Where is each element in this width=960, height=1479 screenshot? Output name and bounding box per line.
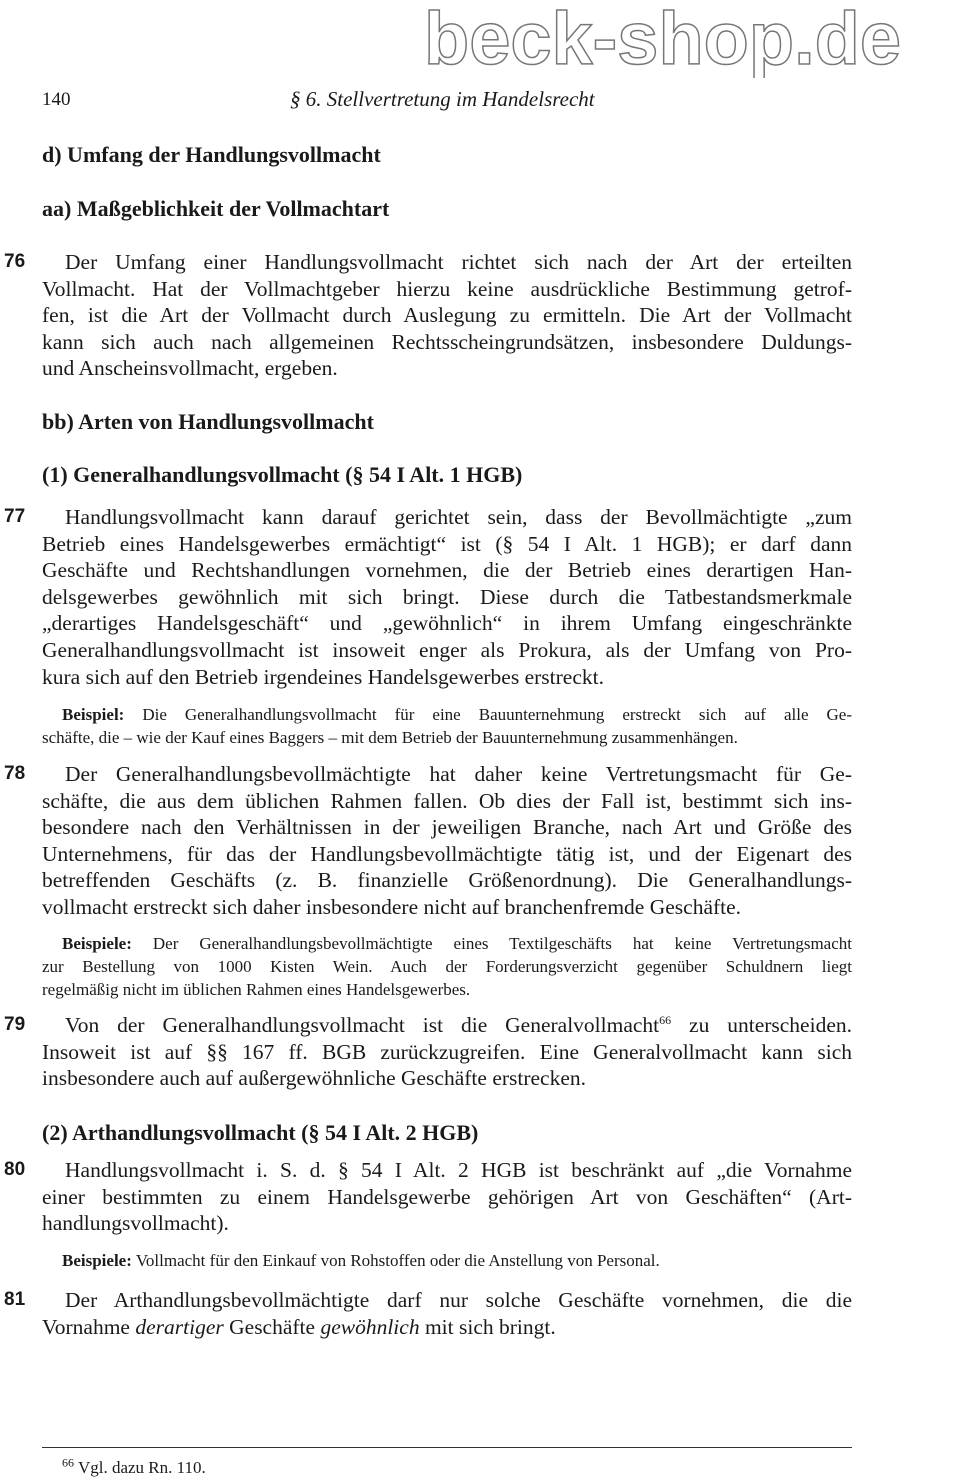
- heading-bb: bb) Arten von Handlungsvollmacht: [42, 409, 374, 434]
- text-line: einer bestimmten zu einem Handelsgewerbe gehörigen Art von Geschäften“ (Art-: [42, 1184, 852, 1209]
- text-line: Betrieb eines Handelsgewerbes ermächtigt“ ist (§ 54 I Alt. 1 HGB); er darf dann: [42, 531, 852, 556]
- margin-number: 79: [4, 1014, 26, 1035]
- footnote: [62, 1457, 206, 1479]
- text-line: [42, 1249, 852, 1272]
- margin-number: 78: [4, 763, 26, 784]
- text-line: besondere nach den Verhältnissen in der jeweiligen Branche, nach Art und Größe des: [42, 815, 852, 840]
- running-title: § 6. Stellvertretung im Handelsrecht: [290, 87, 595, 111]
- text-segment: mit sich bringt.: [419, 1314, 556, 1339]
- heading-arthandlungsvollmacht: (2) Arthandlungsvollmacht (§ 54 I Alt. 2 HGB): [42, 1120, 479, 1145]
- example-78: [42, 932, 852, 1002]
- margin-number: 81: [4, 1289, 26, 1310]
- text-line: [42, 932, 852, 955]
- text-line: Handlungsvollmacht kann darauf gerichtet sein, dass der Bevollmächtigte „zum: [65, 505, 852, 529]
- example-label: Beispiele:: [62, 1251, 132, 1270]
- text-segment: Von der Generalhandlungsvollmacht ist die Generalvollmacht: [65, 1013, 660, 1037]
- text-line: kann sich auch nach allgemeinen Rechtsscheingrundsätzen, insbesondere Duldungs-: [42, 329, 852, 354]
- text-line: handlungsvollmacht).: [42, 1211, 229, 1236]
- heading-generalhandlungsvollmacht: (1) Generalhandlungsvollmacht (§ 54 I Alt. 1 HGB): [42, 462, 523, 487]
- beck-shop-watermark-logo: beck-shop.de: [424, 0, 901, 78]
- margin-number: 77: [4, 506, 26, 527]
- margin-number: 76: [4, 251, 26, 272]
- text-line: [42, 703, 852, 726]
- example-label: Beispiele:: [62, 934, 132, 953]
- example-label: Beispiel:: [62, 705, 125, 724]
- text-line: [42, 1012, 852, 1039]
- example-text: Vollmacht für den Einkauf von Rohstoffen oder die Anstellung von Personal.: [131, 1251, 660, 1270]
- text-line: Generalhandlungsvollmacht ist insoweit enger als Prokura, als der Umfang von Pro-: [42, 637, 852, 662]
- example-77: [42, 703, 852, 749]
- paragraph-78: [42, 761, 852, 921]
- text-line: vollmacht erstreckt sich daher insbesondere nicht auf branchenfremde Geschäfte.: [42, 894, 742, 919]
- text-line: fen, ist die Art der Vollmacht durch Auslegung zu ermitteln. Die Art der Vollmacht: [42, 303, 852, 328]
- text-line: Der Umfang einer Handlungsvollmacht richtet sich nach der Art der erteilten: [65, 250, 852, 274]
- paragraph-76: [42, 249, 852, 382]
- emphasis: derartiger: [135, 1314, 224, 1339]
- text-line: Der Arthandlungsbevollmächtigte darf nur solche Geschäfte vornehmen, die die: [65, 1288, 852, 1312]
- text-segment: Vornahme: [42, 1314, 136, 1339]
- text-line: Geschäfte und Rechtshandlungen vornehmen, die der Betrieb eines derartigen Han-: [42, 558, 852, 583]
- text-line: delsgewerbes gewöhnlich mit sich bringt. Diese durch die Tatbestandsmerkmale: [42, 584, 852, 609]
- text-line: schäfte, die aus dem üblichen Rahmen fallen. Ob dies der Fall ist, bestimmt sich ins-: [42, 788, 852, 813]
- text-line: insbesondere auch auf außergewöhnliche Geschäfte erstrecken.: [42, 1066, 587, 1091]
- text-line: regelmäßig nicht im üblichen Rahmen eines Handelsgewerbes.: [42, 980, 471, 1000]
- text-line: betreffenden Geschäfts (z. B. finanzielle Größenordnung). Die Generalhandlungs-: [42, 868, 852, 893]
- margin-number: 80: [4, 1159, 26, 1180]
- paragraph-79: [42, 1012, 852, 1092]
- example-text: Der Generalhandlungsbevollmächtigte eines Textilgeschäfts hat keine Vertretungsmacht: [131, 934, 852, 953]
- text-line: [42, 1314, 852, 1341]
- heading-aa: aa) Maßgeblichkeit der Vollmachtart: [42, 196, 390, 221]
- footnote-number: 66: [62, 1455, 74, 1470]
- paragraph-77: [42, 504, 852, 690]
- emphasis: gewöhnlich: [320, 1314, 420, 1339]
- paragraph-80: [42, 1157, 852, 1237]
- text-line: und Anscheinsvollmacht, ergeben.: [42, 356, 338, 381]
- example-text: Die Generalhandlungsvollmacht für eine Bauunternehmung erstreckt sich auf alle Ge-: [124, 705, 852, 724]
- text-line: Der Generalhandlungsbevollmächtigte hat daher keine Vertretungsmacht für Ge-: [65, 762, 852, 786]
- footnote-text: Vgl. dazu Rn. 110.: [74, 1458, 206, 1477]
- text-line: kura sich auf den Betrieb irgendeines Handelsgewerbes erstreckt.: [42, 664, 604, 689]
- example-80: [42, 1249, 852, 1272]
- paragraph-81: [42, 1287, 852, 1340]
- text-line: Insoweit ist auf §§ 167 ff. BGB zurückzugreifen. Eine Generalvollmacht kann sich: [42, 1039, 852, 1064]
- text-line: zur Bestellung von 1000 Kisten Wein. Auch der Forderungsverzicht gegenüber Schuldnern liegt: [42, 957, 852, 977]
- page-number: 140: [42, 89, 71, 110]
- text-line: „derartiges Handelsgeschäft“ und „gewöhnlich“ in ihrem Umfang eingeschränkte: [42, 611, 852, 636]
- footnote-divider: [42, 1447, 852, 1448]
- text-line: Handlungsvollmacht i. S. d. § 54 I Alt. 2 HGB ist beschränkt auf „die Vornahme: [65, 1158, 852, 1182]
- text-segment: zu unterscheiden.: [671, 1013, 852, 1037]
- text-line: Unternehmens, für das der Handlungsbevollmächtigte tätig ist, und der Eigenart des: [42, 841, 852, 866]
- text-line: Vollmacht. Hat der Vollmachtgeber hierzu keine ausdrückliche Bestimmung getrof-: [42, 276, 852, 301]
- text-segment: Geschäfte: [223, 1314, 321, 1339]
- text-line: schäfte, die – wie der Kauf eines Baggers – mit dem Betrieb der Bauunternehmung zusammenhängen.: [42, 728, 738, 748]
- footnote-reference: 66: [659, 1012, 672, 1027]
- heading-d: d) Umfang der Handlungsvollmacht: [42, 142, 381, 167]
